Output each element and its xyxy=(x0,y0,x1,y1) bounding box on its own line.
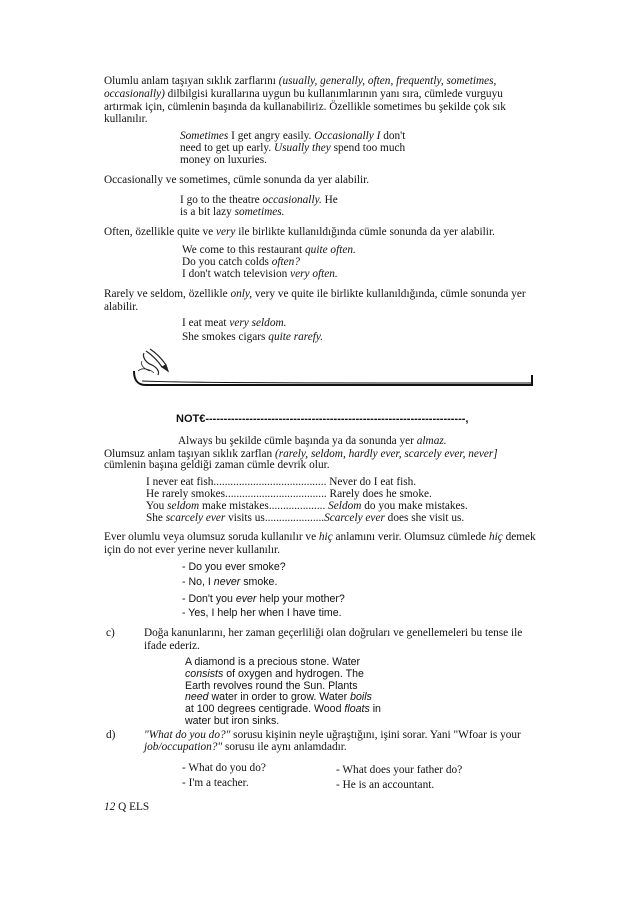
rule-6-line-2: için do not ever yerine never kullanılır. xyxy=(104,544,280,556)
example-4-line-1: I eat meat very seldom. xyxy=(182,317,287,329)
pen-icon xyxy=(138,349,168,375)
example-d-left-1: - What do you do? xyxy=(182,762,266,774)
example-3-line-1: We come to this restaurant quite often. xyxy=(182,244,356,256)
example-1-line-2: need to get up early. Usually they spend too much xyxy=(180,142,406,154)
section-d-line-1: "What do you do?" sorusu kişinin neyle uğraştığını, işini sorar. Yani "Wfoar is your xyxy=(144,729,521,741)
section-d-line-2: job/occupation?" sorusu ile aynı anlamdadır. xyxy=(144,741,347,753)
example-2-line-2: is a bit lazy sometimes. xyxy=(180,206,285,218)
section-c-line-2: ifade ederiz. xyxy=(144,640,200,652)
example-3-line-3: I don't watch television very often. xyxy=(182,268,338,280)
example-c-line-1: A diamond is a precious stone. Water xyxy=(185,656,361,668)
rule-2: Occasionally ve sometimes, cümle sonunda da yer alabilir. xyxy=(104,174,370,186)
example-3-line-2: Do you catch colds often? xyxy=(182,256,300,268)
intro-line-2: occasionally) dilbilgisi kurallarına uygun bu kullanımlarının yanı sıra, cümlede vurguyu xyxy=(104,88,503,100)
example-4-line-2: She smokes cigars quite rarefy. xyxy=(182,331,324,343)
rule-6-line-1: Ever olumlu veya olumsuz soruda kullanılır ve hiç anlamını verir. Olumsuz cümlede hiç demek xyxy=(104,531,536,543)
example-6-line-2: - No, I never smoke. xyxy=(182,576,278,588)
example-5-row-4: She scarcely ever visits us.....................Scarcely ever does she visit us. xyxy=(146,512,465,524)
example-d-right-1: - What does your father do? xyxy=(336,764,463,776)
example-5-row-3: You seldom make mistakes.................... Seldom do you make mistakes. xyxy=(146,500,468,512)
rule-4-line-1: Rarely ve seldom, özellikle only, very ve quite ile birlikte kullanıldığında, cümle sonunda yer xyxy=(104,288,526,300)
rule-4-line-2: alabilir. xyxy=(104,301,139,313)
note-title: NOT€-----------------------------------------------------------------------, xyxy=(176,413,469,425)
example-1-line-1: Sometimes I get angry easily. Occasionally I don't xyxy=(180,130,406,142)
intro-line-1: Olumlu anlam taşıyan sıklık zarflarını (usually, generally, often, frequently, sometimes, xyxy=(104,75,497,87)
example-c-line-3: Earth revolves round the Sun. Plants xyxy=(185,680,358,692)
example-1-line-3: money on luxuries. xyxy=(180,154,267,166)
intro-line-3: artırmak için, cümlenin başında da kullanabiliriz. Özellikle sometimes bu şekilde çok sık xyxy=(104,101,506,113)
note-line-1: Always bu şekilde cümle başında ya da sonunda yer almaz. xyxy=(178,435,447,447)
example-c-line-5: at 100 degrees centigrade. Wood floats in xyxy=(185,703,381,715)
section-c-label: c) xyxy=(106,627,115,639)
example-6-line-4: - Yes, I help her when I have time. xyxy=(182,607,342,619)
section-d-label: d) xyxy=(106,729,116,741)
example-c-line-4: need water in order to grow. Water boils xyxy=(185,691,372,703)
example-d-right-2: - He is an accountant. xyxy=(336,779,435,791)
intro-line-4: kullanılır. xyxy=(104,113,148,125)
example-c-line-2: consists of oxygen and hydrogen. The xyxy=(185,668,364,680)
page-footer: 12 Q ELS xyxy=(104,801,150,813)
rule-5-line-1: Olumsuz anlam taşıyan sıklık zarflan (rarely, seldom, hardly ever, scarcely ever, never] xyxy=(104,448,498,460)
section-c-line-1: Doğa kanunlarını, her zaman geçerliliği olan doğruları ve genellemeleri bu tense ile xyxy=(144,627,523,639)
example-5-row-2: He rarely smokes.................................... Rarely does he smoke. xyxy=(146,488,432,500)
example-5-row-1: I never eat fish........................................ Never do I eat fish. xyxy=(146,476,417,488)
example-6-line-1: - Do you ever smoke? xyxy=(182,561,286,573)
rule-5-line-2: cümlenin başına geldiği zaman cümle devrik olur. xyxy=(104,459,330,471)
example-d-left-2: - I'm a teacher. xyxy=(182,777,249,789)
note-pen-graphic xyxy=(128,345,536,397)
rule-3: Often, özellikle quite ve very ile birlikte kullanıldığında cümle sonunda da yer alabilir. xyxy=(104,226,495,238)
example-6-line-3: - Don't you ever help your mother? xyxy=(182,593,345,605)
example-2-line-1: I go to the theatre occasionally. He xyxy=(180,194,338,206)
example-c-line-6: water but iron sinks. xyxy=(185,715,280,727)
